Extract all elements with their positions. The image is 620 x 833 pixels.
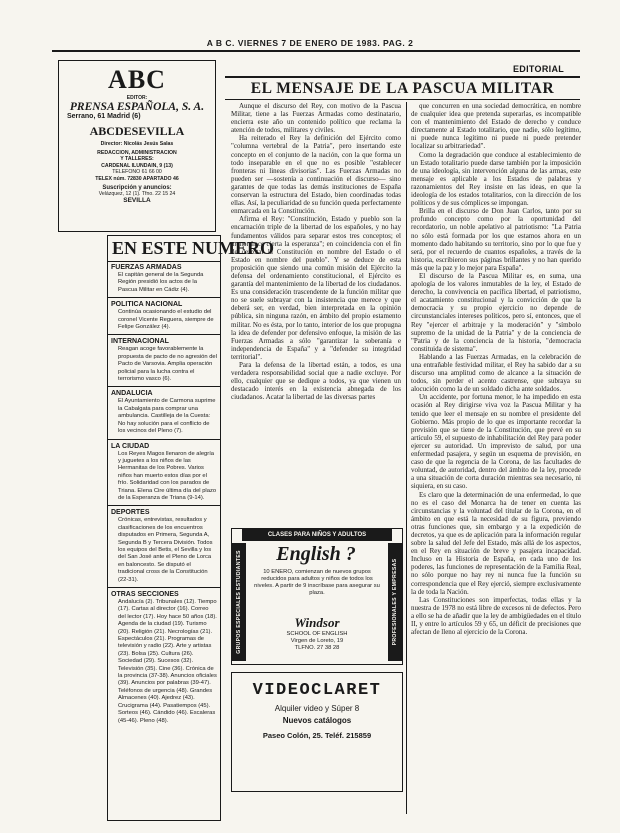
index-section-text: Crónicas, entrevistas, resultados y clasificaciones de los encuentros disputados en Primera, Segunda A, Segunda B y Tercera División. Todos los equipos del Betis, el Sevilla y los del San José ante el Pleno de Lorca en baloncesto. Se disputó el tradicional cross de la Constitución (22-31). [118, 517, 213, 583]
editorial-title: EL MENSAJE DE LA PASCUA MILITAR [250, 80, 555, 97]
editorial-column-1 [231, 102, 401, 522]
english-school-ad [231, 528, 403, 665]
masthead-subs-line: Velázquez, 12 (1). Tfno. 22 15 24 [98, 191, 176, 198]
page-header: A B C. VIERNES 7 DE ENERO DE 1983. PAG. 2 [206, 38, 414, 48]
index-section-text: Reagan acoge favorablemente la propuesta de pacto de no agresión del Pacto de Varsovia. Amplia operación policial para la lucha contra el terrorismo vasco (6). [118, 346, 217, 383]
index-section-name: ANDALUCIA [111, 390, 153, 398]
ad-windsor-brand: Windsor [294, 615, 340, 630]
index-section-name: OTRAS SECCIONES [111, 591, 179, 598]
index-divider [108, 439, 220, 440]
masthead-publisher: PRENSA ESPAÑOLA, S. A. [69, 101, 205, 113]
paragraph: El discurso de la Pascua Militar es, en suma, una apología de los valores inmutables de la ley, el Estado de derecho, la convivencia en pacífica libertad, el patriotismo, el acatamiento constitucional y la convicción de que la democracia y su propio ejercicio no depende de circunstanciales intereses políticos, pero sí, entonces, que el Rey "ejercer el arbitraje y la moderación" y "símbolo supremo de la unidad de la Patria" y de la conciencia de "Patria y de la conciencia de la historia, "democracia constituida de sistema". [411, 271, 581, 353]
masthead-edition: ABCDESEVILLA [89, 124, 185, 138]
index-section-name: POLITICA NACIONAL [111, 301, 183, 309]
index-section-text: Andalucía (2). Tribunales (12). Tiempo (17). Cartas al director (16). Correo del lector (17). Hoy hace 50 años (18). Agenda de la ciudad (19). Turismo (20). Religión (21). Necrologías (21). Espectáculos (21). Programas de televisión y radio (22). Arte y artistas (23). Bolsa (25). Cultura (26). Sociedad (29). Sucesos (32). Televisión (35). Cine (36). Crónica de la provincia (37-38). Anuncios oficiales (39). Anuncios por palabras (39-47). Teléfonos de urgencia (48). Grandes Almacenes (40). Ajedrez (43). Crucigrama (44). Pasatiempos (45). Sorteos (46). Cándido (46). Escaleras (45-46). Pleno (48). [118, 599, 217, 724]
ad-video-line1: Alquiler video y Súper 8 [274, 704, 360, 713]
index-divider [108, 587, 220, 588]
paragraph: Afirma el Rey: "Constitución, Estado y pueblo son la encarnación triple de la libertad de los españoles, y no hay fundamentos válidos para separar estos tres conceptos; el menor hace cierta la esperanza"; en coincidencia con el fin de derrotar la Constitución en nombre del Estado o el Estado en nombre del pueblo". Y se deduce de esta proposición que siendo una común misión del Ejército la defensa del ordenamiento constitucional, el Ejército es garantía del mantenimiento de la libertad de los ciudadanos. Es una consideración trascendente de la función militar que no se suele subrayar con la insistencia que merece y que deberá ser, en verdad, bien interpretada en la opinión pública, sin ninguna razón, en ámbito del propio estamento militar. No es ésta, por lo tanto, interior de los que propugna la idea de defender por defensivo enfoque, la misión de las Fuerzas Armadas a sólo "garantizar la soberanía e independencia de España" y a "defender su integridad territorial". [231, 215, 401, 361]
index-divider [108, 334, 220, 335]
masthead-logo: ABC [108, 65, 166, 94]
ad-side-right [388, 543, 402, 661]
paragraph: Brilla en el discurso de Don Juan Carlos, tanto por su profundo concepto como por la oportunidad del recordatorio, un noble apelativo al patriotismo: "La Patria no sólo está formada por los que estamos ahora en un momento dado habitando su territorio, sino por lo que fue y será, por el recuerdo de cuantos españoles, a través de la historia, escribieron sus páginas brillantes y no han querido más que la paz y lo mejor para España". [411, 207, 581, 272]
ad-english-body: 10 ENERO, comienzan de nuevos grupos reducidos para adultos y niños de todos los niveles. A partir de 9 inscríbase para asegurar su plaza. [254, 569, 380, 596]
index-divider [108, 297, 220, 298]
index-title: EN ESTE NUMERO [108, 236, 220, 262]
ad-side-left [232, 543, 246, 661]
index-section-text: El Ayuntamiento de Carmona suprime la Cabalgata para comprar una ambulancia. Castilleja de la Cuesta: No hay solución para el conflicto de los vecinos del Pleno (7). [118, 398, 216, 435]
masthead-office-2: CARDENAL ILUNDAIN, 9 (13) [101, 162, 173, 169]
index-section-text: Los Reyes Magos llenaron de alegría y juguetes a los niños de las Hermanitas de los Pobres. Varios niños han muerto estos días por el frío. Solidaridad con los parados de Triana. Elena Cire última día del plazo de la Esperanza de Triana (9-14). [118, 450, 217, 501]
ad-video-line2: Nuevos catálogos [282, 716, 352, 725]
title-rule-bottom [225, 99, 580, 100]
masthead-subs-title: Suscripción y anuncios: [102, 184, 172, 191]
ad-side-left-text: GRUPOS ESPECIALES ESTUDIANTES [236, 550, 242, 654]
index-section-name: DEPORTES [111, 509, 150, 517]
ad-english-heading: English ? [276, 543, 356, 565]
paragraph: Es claro que la determinación de una enfermedad, lo que no es el caso del Monarca ha de tener en cuenta las circunstancias y la voluntad del titular de la Corona, en el ámbito en que está la necesidad de su figura, previendo otras funciones que, sin embargo y a la expedición de decretos, ya que es de aplicación para la información regular sobre la salud del Jefe del Estado, más allá de los aspectos, en el Rey en situación de breve y pasajera incapacidad. Incluso en la Historia de España, en cada uno de los poderes, las funciones de representación de la Familia Real, no sólo porque no hay rey ni nunca fue la función su correspondencia que el Rey ejerció, siempre exclusivamente la de toda la Nación. [411, 490, 581, 596]
ad-windsor-address: SCHOOL OF ENGLISH Virgen de Loreto, 19 TLFNO. 27 38 28 [286, 631, 348, 651]
index-divider [108, 505, 220, 506]
index-section-text: Continúa ocasionando el estudio del coronel Vicente Reguera, siempre de Felipe González (4). [118, 309, 214, 331]
index-section-name: INTERNACIONAL [111, 338, 169, 346]
paragraph: Hablando a las Fuerzas Armadas, en la celebración de una entrañable festividad militar, el Rey ha sabido dar a su discurso una amplitud como de alcance a la situación de todos, sin perder el acento castrense, que subraya su alocución como la de un soldado dicha ante soldados. [411, 352, 581, 394]
column-divider [406, 102, 407, 814]
masthead-office-3: TELEFONO 61 66 00 [112, 169, 162, 176]
index-divider [108, 386, 220, 387]
videoclaret-ad [231, 672, 403, 792]
ad-video-brand: VIDEOCLARET [252, 681, 382, 700]
ad-top-banner: CLASES PARA NIÑOS Y ADULTOS [242, 529, 392, 541]
ad-video-line3: Paseo Colón, 25. Teléf. 215859 [262, 731, 372, 740]
paragraph: Para la defensa de la libertad están, a todos, es una verdadera responsabilidad social que a nadie excluye. Por ello, cualquier que se dedique a todos, ya que vienen un destacado interés en la existencia abnegada de los ciudadanos. Acatar la libertad de las diversas partes [231, 361, 401, 402]
paragraph: que concurren en una sociedad democrática, en nombre de cualquier idea que pretenda superarlas, es incompatible con el mantenimiento del Estado de derecho y conduce directamente al Estado totalitario, que nadie, sólo legítimo, ni puede nunca legítimo ni puede ni puede pretender localizar su arbitrariedad". [411, 102, 581, 151]
paragraph: Un accidente, por fortuna menor, le ha impedido en esta ocasión al Rey dirigirse viva voz la Pascua Militar y ha tenido que leer el mensaje en su nombre el presidente del Gobierno. Más propio de lo que es importante recordar la previsión que se tiene de la Constitución, que prevé en su artículo 59, el supuesto de inhabilitación del Rey para poder ejercer su autoridad. Un imprevisto de salud, por una enfermedad pasajera, y según un esquema de previsión, en caso de que la regencia de la Corona, de las facultades de voluntad, de autoridad, dentro del ámbito de la ley, procede a una situación de corta duración mientras sea necesario, ni siquiera, en su caso. [411, 393, 581, 491]
masthead-box [58, 60, 216, 232]
index-section-text: El capitán general de la Segunda Región presidió los actos de la Pascua Militar en Cádiz (4). [118, 272, 204, 293]
masthead-office-1: Y TALLERES: [120, 156, 154, 163]
masthead-editor-label: EDITOR: [126, 95, 148, 101]
masthead-office-0: REDACCION, ADMINISTRACION [97, 149, 177, 156]
editorial-column-2 [411, 102, 581, 814]
masthead-director: Director: Nicolás Jesús Salas [100, 141, 174, 147]
masthead-city: SEVILLA [123, 196, 151, 204]
paragraph: Las Constituciones son imperfectas, todas ellas y la nuestra de 1978 no está libre de excesos ni de defectos. Pero a ello se ha de añadir que la ley de ambigüedades en el título II, y entre lo artículos 59 y 65, un déficit de precisiones que afectan de lleno al ejercicio de la Corona. [411, 595, 581, 637]
paragraph: Como la degradación que conduce al establecimiento de un Estado totalitario puede darse también por la imposición de una ideología, sin intervención alguna de las armas, este mensaje es aplicable a los Estados de palabras y razonamientos del Rey insiste en las ideas, en que la ideología de los estados totalitarios, con la dirección de los políticos y de sus cómplices se impongan. [411, 150, 581, 208]
paragraph: Ha reiterado el Rey la definición del Ejército como "columna vertebral de la Patria", pero insertando este concepto en el conjunto de la nación, con la que forma un todo inseparable en el que no es posible "establecer fronteras ni lineas divisorias". Las Fuerzas Armadas no pueden ser —sostenía a continuación el discurso— sino garantes de que todas las demás instituciones de España conservan la estructura del Estado, bien coordinadas todas ellas. Así, la peculiaridad de su función queda perfectamente enmarcada en la Constitución. [231, 134, 401, 216]
masthead-office-4: TELEX núm. 72830 APARTADO 46 [95, 175, 179, 182]
editorial-label: EDITORIAL [513, 64, 565, 74]
header-rule [52, 50, 580, 52]
ad-side-right-text: PROFESIONALES Y EMPRESAS [392, 558, 398, 646]
index-section-name: LA CIUDAD [111, 442, 150, 450]
index-section-name: FUERZAS ARMADAS [111, 264, 182, 271]
masthead-address: Serrano, 61 Madrid (6) [67, 113, 141, 120]
title-rule-top [225, 76, 580, 78]
paragraph: Aunque el discurso del Rey, con motivo de la Pascua Militar, tiene a las Fuerzas Armadas como destinatario, encierra este año un contenido político que reclama la atención de todos, militares y civiles. [231, 102, 401, 135]
